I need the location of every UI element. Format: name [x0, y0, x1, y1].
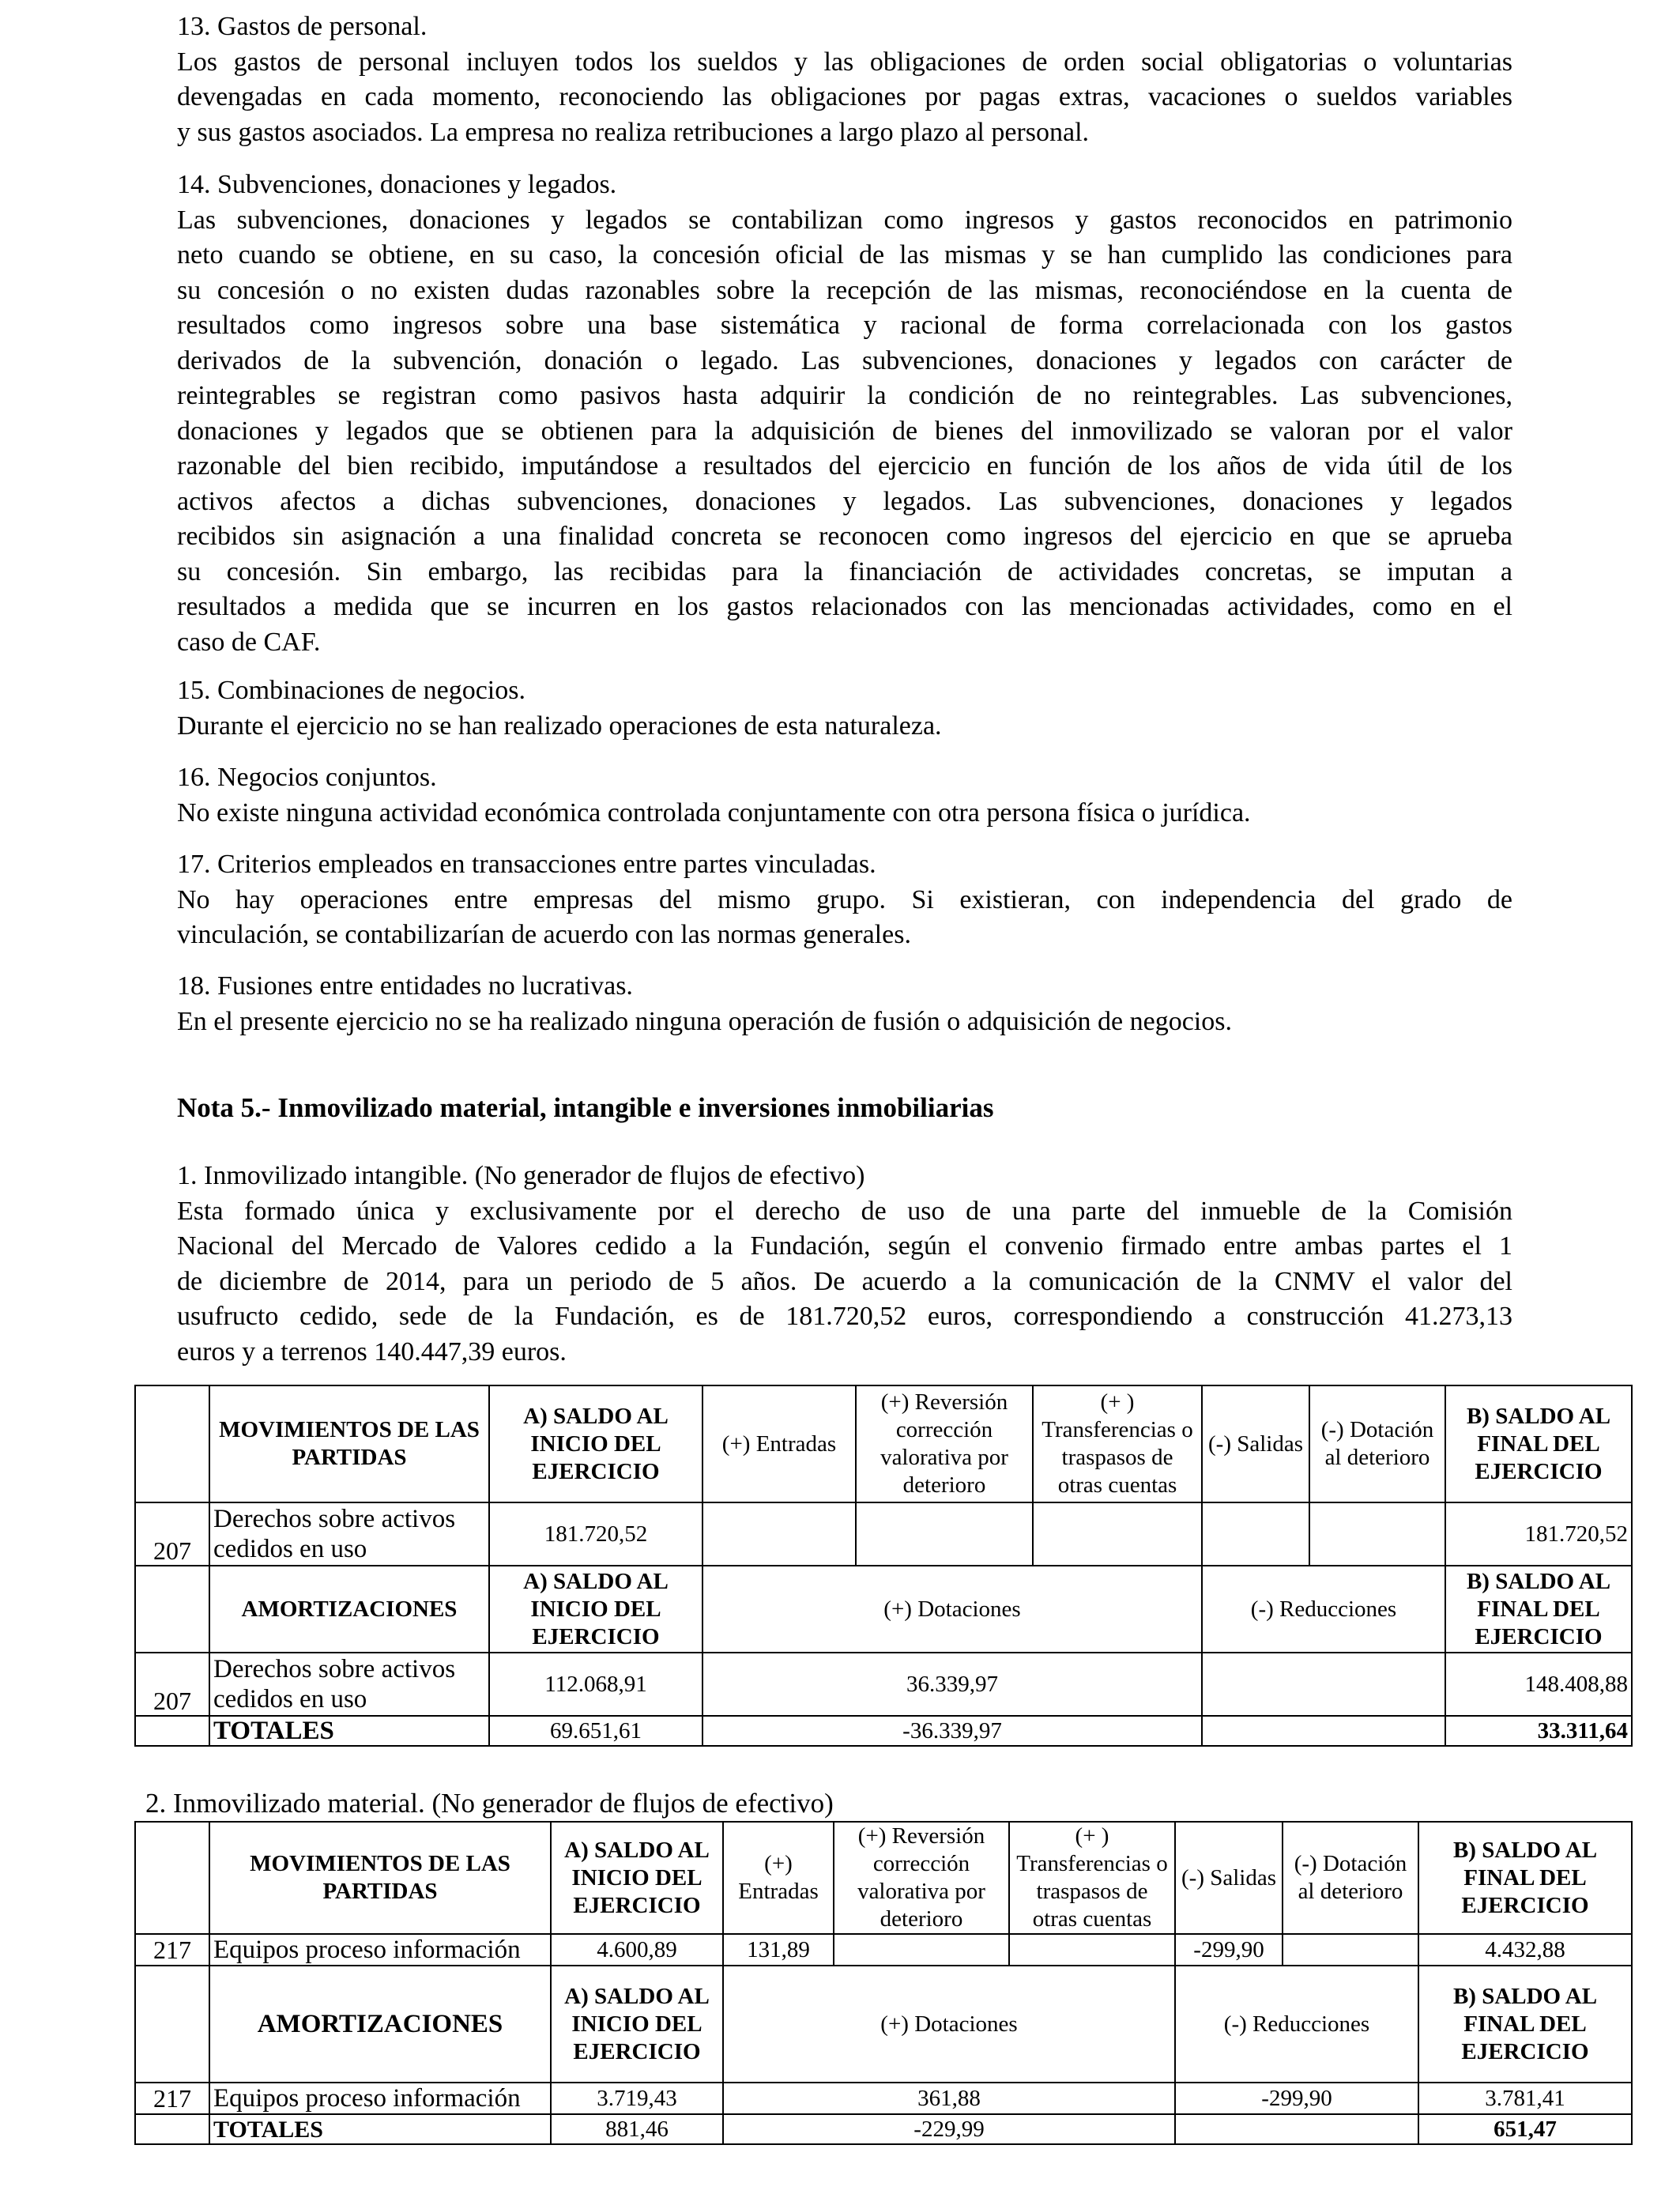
amortization-header-row — [135, 1966, 1632, 2083]
account-code: 217 — [135, 2083, 209, 2114]
amortization-header-row — [135, 1566, 1632, 1653]
paragraph-line: No existe ninguna actividad económica controlada conjuntamente con otra persona física o jurídica. — [177, 797, 1251, 827]
header-amortizaciones: AMORTIZACIONES — [209, 1966, 551, 2083]
table-row — [135, 2083, 1632, 2114]
totals-saldo-final: 651,47 — [1418, 2114, 1632, 2144]
account-description: Equipos proceso información — [209, 1934, 551, 1966]
header-saldo-final: B) SALDO AL FINAL DEL EJERCICIO — [1418, 1822, 1632, 1934]
header-saldo-inicio: A) SALDO AL INICIO DEL EJERCICIO — [489, 1566, 703, 1653]
saldo-final-value: 148.408,88 — [1445, 1653, 1632, 1716]
totals-saldo-inicio: 881,46 — [551, 2114, 723, 2144]
paragraph-line: Las subvenciones, donaciones y legados se contabilizan como ingresos y gastos reconocidos en patrimonio — [177, 205, 1512, 235]
nota5-sub2-heading: 2. Inmovilizado material. (No generador de flujos de efectivo) — [145, 1788, 834, 1819]
header-movimientos: MOVIMIENTOS DE LAS PARTIDAS — [209, 1385, 489, 1502]
totals-label: TOTALES — [209, 1716, 489, 1746]
totals-row — [135, 1716, 1632, 1746]
totals-label: TOTALES — [209, 2114, 551, 2144]
header-saldo-final: B) SALDO AL FINAL DEL EJERCICIO — [1445, 1566, 1632, 1653]
section-heading: 18. Fusiones entre entidades no lucrativas. — [177, 971, 633, 1001]
header-entradas: (+) Entradas — [703, 1385, 856, 1502]
code-header-cell — [135, 1385, 209, 1502]
totals-dotaciones: -36.339,97 — [703, 1716, 1202, 1746]
dotaciones-value: 361,88 — [723, 2083, 1175, 2114]
header-salidas: (-) Salidas — [1202, 1385, 1309, 1502]
account-code: 207 — [135, 1653, 209, 1716]
section-heading: 15. Combinaciones de negocios. — [177, 676, 525, 705]
paragraph-line: su concesión. Sin embargo, las recibidas para la financiación de actividades concretas, se imputan a — [177, 556, 1512, 586]
transferencias-value — [1033, 1502, 1202, 1566]
totals-reducciones — [1175, 2114, 1418, 2144]
section-15 — [177, 673, 1512, 744]
paragraph-line: resultados como ingresos sobre una base sistemática y racional de forma correlacionada con los gastos — [177, 311, 1512, 340]
saldo-inicio-value: 112.068,91 — [489, 1653, 703, 1716]
section-heading: 16. Negocios conjuntos. — [177, 763, 437, 792]
account-description: Derechos sobre activos cedidos en uso — [209, 1502, 489, 1566]
header-saldo-inicio: A) SALDO AL INICIO DEL EJERCICIO — [551, 1966, 723, 2083]
reducciones-value: -299,90 — [1175, 2083, 1418, 2114]
section-heading: 14. Subvenciones, donaciones y legados. — [177, 170, 617, 199]
table-row — [135, 1934, 1632, 1966]
paragraph-line: derivados de la subvención, donación o legado. Las subvenciones, donaciones y legados con carácter de — [177, 345, 1512, 375]
saldo-inicio-value: 4.600,89 — [551, 1934, 723, 1966]
paragraph-line: Durante el ejercicio no se han realizado operaciones de esta naturaleza. — [177, 711, 942, 741]
header-dotaciones: (+) Dotaciones — [703, 1566, 1202, 1653]
transferencias-value — [1009, 1934, 1175, 1966]
saldo-final-value: 4.432,88 — [1418, 1934, 1632, 1966]
material-table — [134, 1821, 1633, 2145]
header-saldo-inicio: A) SALDO AL INICIO DEL EJERCICIO — [551, 1822, 723, 1934]
paragraph-line: euros y a terrenos 140.447,39 euros. — [177, 1336, 567, 1367]
header-reversion: (+) Reversión corrección valorativa por deterioro — [834, 1822, 1009, 1934]
paragraph-line: y sus gastos asociados. La empresa no realiza retribuciones a largo plazo al personal. — [177, 117, 1090, 147]
dotacion-value — [1283, 1934, 1418, 1966]
salidas-value: -299,90 — [1175, 1934, 1283, 1966]
saldo-inicio-value: 3.719,43 — [551, 2083, 723, 2114]
header-entradas: (+) Entradas — [723, 1822, 834, 1934]
header-saldo-final: B) SALDO AL FINAL DEL EJERCICIO — [1418, 1966, 1632, 2083]
saldo-inicio-value: 181.720,52 — [489, 1502, 703, 1566]
section-13 — [177, 9, 1512, 150]
header-dotacion: (-) Dotación al deterioro — [1309, 1385, 1445, 1502]
totals-dotaciones: -229,99 — [723, 2114, 1175, 2144]
header-saldo-inicio: A) SALDO AL INICIO DEL EJERCICIO — [489, 1385, 703, 1502]
totals-reducciones — [1202, 1716, 1445, 1746]
table-header-row — [135, 1385, 1632, 1502]
paragraph-line: vinculación, se contabilizarían de acuerdo con las normas generales. — [177, 920, 911, 949]
paragraph-line: recibidos sin asignación a una finalidad concreta se reconocen como ingresos del ejercicio en que se aprueba — [177, 522, 1512, 551]
paragraph-line: neto cuando se obtiene, en su caso, la concesión oficial de las mismas y se han cumplido las condiciones para — [177, 240, 1512, 270]
saldo-final-value: 3.781,41 — [1418, 2083, 1632, 2114]
account-description: Equipos proceso información — [209, 2083, 551, 2114]
salidas-value — [1202, 1502, 1309, 1566]
code-header-cell — [135, 1822, 209, 1934]
header-reducciones: (-) Reducciones — [1175, 1966, 1418, 2083]
paragraph-line: resultados a medida que se incurren en los gastos relacionados con las mencionadas actividades, como en el — [177, 592, 1512, 621]
table-header-row — [135, 1822, 1632, 1934]
paragraph-line: Nacional del Mercado de Valores cedido a la Fundación, según el convenio firmado entre ambas partes el 1 — [177, 1231, 1512, 1261]
paragraph-line: devengadas en cada momento, reconociendo las obligaciones por pagas extras, vacaciones o sueldos variables — [177, 82, 1512, 111]
paragraph-line: Los gastos de personal incluyen todos los sueldos y las obligaciones de orden social obligatorias o voluntarias — [177, 47, 1512, 77]
paragraph-line: de diciembre de 2014, para un periodo de 5 años. De acuerdo a la comunicación de la CNMV el valor del — [177, 1266, 1512, 1296]
paragraph-line: donaciones y legados que se obtienen para la adquisición de bienes del inmovilizado se valoran por el valor — [177, 416, 1512, 446]
reversion-value — [834, 1934, 1009, 1966]
section-heading: 17. Criterios empleados en transacciones entre partes vinculadas. — [177, 850, 876, 879]
section-18 — [177, 969, 1512, 1039]
header-reversion: (+) Reversión corrección valorativa por deterioro — [856, 1385, 1033, 1502]
header-movimientos: MOVIMIENTOS DE LAS PARTIDAS — [209, 1822, 551, 1934]
account-code: 207 — [135, 1502, 209, 1566]
paragraph-line: reintegrables se registran como pasivos hasta adquirir la condición de no reintegrables. Las subvenciones, — [177, 381, 1512, 410]
header-dotacion: (-) Dotación al deterioro — [1283, 1822, 1418, 1934]
paragraph-line: razonable del bien recibido, imputándose a resultados del ejercicio en función de los años de vida útil de los — [177, 451, 1512, 481]
account-description: Derechos sobre activos cedidos en uso — [209, 1653, 489, 1716]
header-amortizaciones: AMORTIZACIONES — [209, 1566, 489, 1653]
table-row — [135, 1653, 1632, 1716]
dotacion-value — [1309, 1502, 1445, 1566]
paragraph-line: En el presente ejercicio no se ha realizado ninguna operación de fusión o adquisición de negocios. — [177, 1006, 1232, 1036]
nota5-title: Nota 5.- Inmovilizado material, intangible e inversiones inmobiliarias — [177, 1092, 994, 1123]
reducciones-value — [1202, 1653, 1445, 1716]
reversion-value — [856, 1502, 1033, 1566]
header-salidas: (-) Salidas — [1175, 1822, 1283, 1934]
header-transferencias: (+ ) Transferencias o traspasos de otras cuentas — [1033, 1385, 1202, 1502]
header-dotaciones: (+) Dotaciones — [723, 1966, 1175, 2083]
section-14 — [177, 168, 1512, 660]
header-reducciones: (-) Reducciones — [1202, 1566, 1445, 1653]
table-row — [135, 1502, 1632, 1566]
saldo-final-value: 181.720,52 — [1445, 1502, 1632, 1566]
intangible-table — [134, 1385, 1633, 1747]
entradas-value: 131,89 — [723, 1934, 834, 1966]
section-16 — [177, 760, 1512, 831]
dotaciones-value: 36.339,97 — [703, 1653, 1202, 1716]
paragraph-line: activos afectos a dichas subvenciones, donaciones y legados. Las subvenciones, donaciones y legados — [177, 486, 1512, 516]
totals-row — [135, 2114, 1632, 2144]
code-header-cell — [135, 1566, 209, 1653]
totals-saldo-inicio: 69.651,61 — [489, 1716, 703, 1746]
code-cell — [135, 1716, 209, 1746]
paragraph-line: usufructo cedido, sede de la Fundación, es de 181.720,52 euros, correspondiendo a construcción 41.273,13 — [177, 1302, 1512, 1331]
code-header-cell — [135, 1966, 209, 2083]
totals-saldo-final: 33.311,64 — [1445, 1716, 1632, 1746]
header-saldo-final: B) SALDO AL FINAL DEL EJERCICIO — [1445, 1385, 1632, 1502]
nota5-sub1 — [177, 1159, 1512, 1370]
paragraph-line: su concesión o no existen dudas razonables sobre la recepción de las mismas, reconociéndose en la cuenta de — [177, 275, 1512, 305]
header-transferencias: (+ ) Transferencias o traspasos de otras cuentas — [1009, 1822, 1175, 1934]
paragraph-line: caso de CAF. — [177, 627, 321, 657]
code-cell — [135, 2114, 209, 2144]
section-heading: 13. Gastos de personal. — [177, 12, 428, 41]
subsection-heading: 1. Inmovilizado intangible. (No generador de flujos de efectivo) — [177, 1161, 865, 1190]
paragraph-line: Esta formado única y exclusivamente por el derecho de uso de una parte del inmueble de la Comisión — [177, 1196, 1512, 1226]
section-17 — [177, 847, 1512, 953]
account-code: 217 — [135, 1934, 209, 1966]
entradas-value — [703, 1502, 856, 1566]
paragraph-line: No hay operaciones entre empresas del mismo grupo. Si existieran, con independencia del grado de — [177, 884, 1512, 914]
